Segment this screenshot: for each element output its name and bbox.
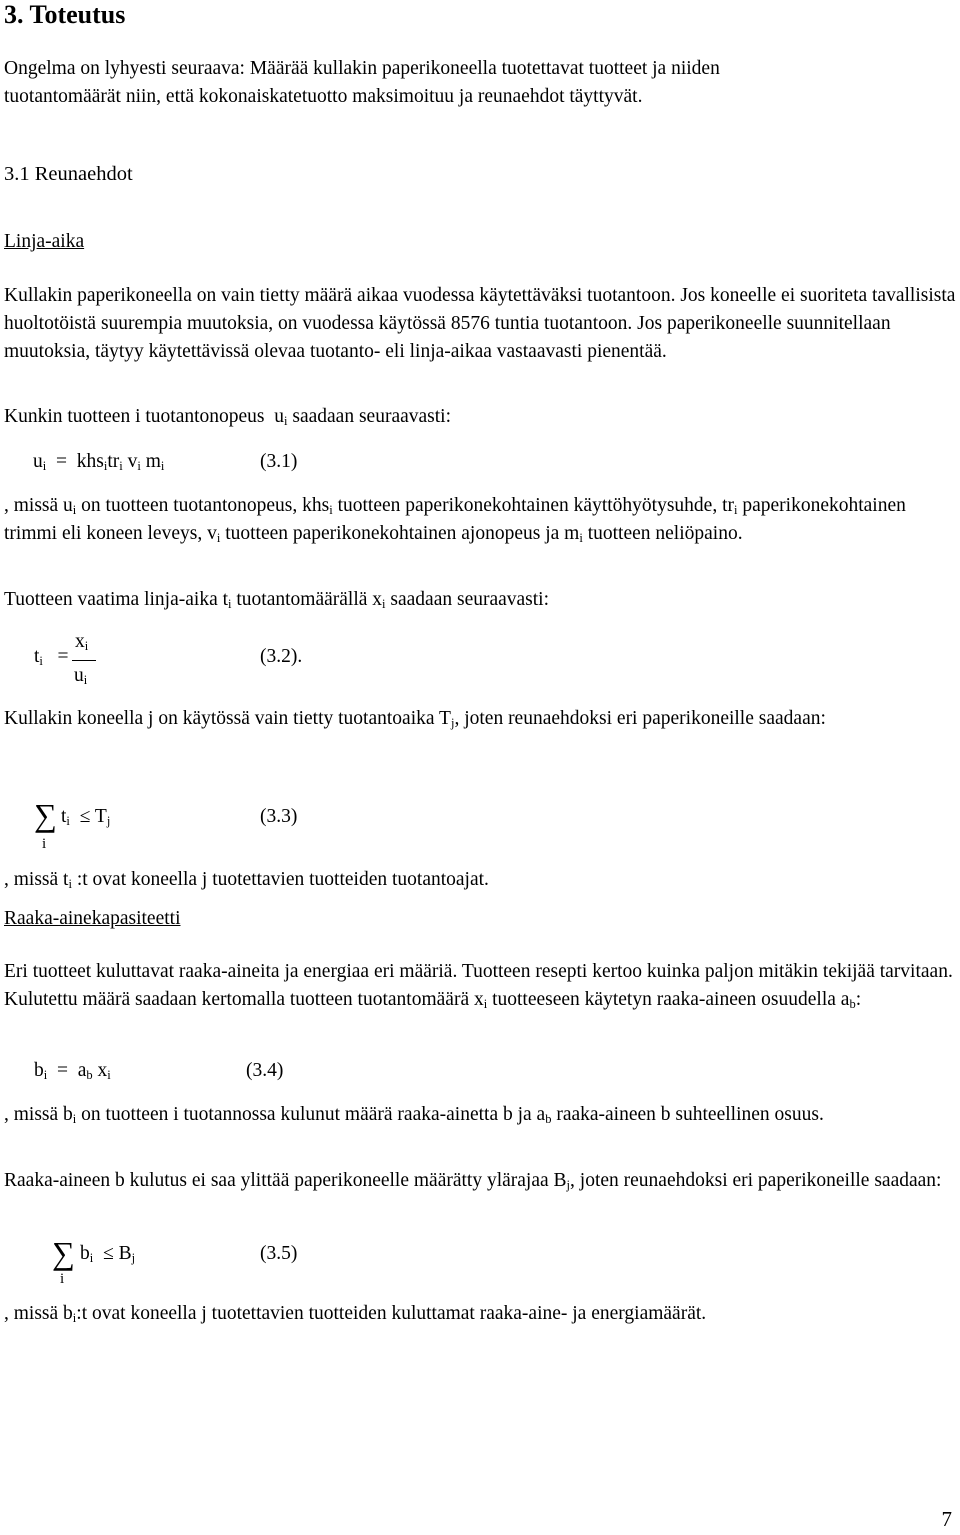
- p5-a-sub: j: [450, 716, 455, 730]
- r-p2-c: raaka-aineen b suhteellinen osuus.: [551, 1104, 824, 1125]
- speed-definitions-paragraph: [4, 492, 956, 548]
- p4-a-sub: i: [228, 597, 232, 611]
- eq3-leq: ≤: [79, 806, 91, 827]
- r-p3-a-sub: j: [566, 1178, 571, 1192]
- equation-3-4-label: (3.4): [246, 1060, 284, 1081]
- speed-var-sub: i: [284, 414, 288, 428]
- consumption-definition: [4, 1300, 956, 1328]
- p3-a: , missä u: [4, 495, 73, 516]
- p6-b: :t ovat koneella j tuotettavien tuotteiden tuotantoajat.: [71, 869, 489, 890]
- equation-3-2-label: (3.2).: [260, 646, 303, 667]
- p3-d: paperikonekohtainen trimmi eli koneen leveys, v: [4, 495, 906, 544]
- p5-b: , joten reunaehdoksi eri paperikoneille saadaan:: [454, 708, 826, 729]
- p5-a: Kullakin koneella j on käytössä vain tietty tuotantoaika T: [4, 708, 451, 729]
- r-p3-b: , joten reunaehdoksi eri paperikoneille saadaan:: [570, 1170, 942, 1191]
- eq5-leq: ≤: [102, 1243, 114, 1264]
- eq2-lhs-sub: i: [39, 654, 43, 668]
- raw-material-paragraph-1: [4, 958, 956, 1014]
- r-p2-b-sub: b: [545, 1112, 552, 1126]
- linja-aika-paragraph-1: Kullakin paperikoneella on vain tietty määrä aikaa vuodessa käytettäväksi tuotantoon. Jos koneelle ei suoriteta tavallisista huoltotöistä suurempia muutoksia, on vuodessa käytössä 8576 tuntia tuotantoon. Jos paperikoneelle suunnitellaan muutoksia, täytyy käytettävissä olevaa tuotanto- eli linja-aikaa vastaavasti pienentää.: [4, 285, 956, 362]
- p4-b-sub: i: [382, 597, 386, 611]
- speed-var: u: [274, 406, 285, 427]
- eq1-tr-sub: i: [119, 459, 123, 473]
- section-title: 3. Toteutus: [4, 0, 126, 29]
- intro-line-1: Ongelma on lyhyesti seuraava: Määrää kullakin paperikoneella tuotettavat tuotteet ja niiden: [4, 58, 720, 79]
- eq3-t: t: [61, 806, 67, 827]
- eq4-x-sub: i: [107, 1068, 111, 1082]
- eq1-lhs: u: [33, 451, 43, 472]
- eq3-sigma: ∑: [34, 797, 57, 833]
- r-p4-b: :t ovat koneella j tuotettavien tuotteiden kuluttamat raaka-aine- ja energiamäärät.: [76, 1303, 707, 1324]
- p3-e: tuotteen paperikonekohtainen ajonopeus ja m: [220, 523, 580, 544]
- eq4-a-sub: b: [86, 1068, 93, 1082]
- linja-aika-heading: Linja-aika: [4, 231, 85, 252]
- eq3-sigma-sub: i: [42, 836, 47, 852]
- eq5-b-sub: i: [89, 1251, 94, 1265]
- speed-intro-end: saadaan seuraavasti:: [292, 406, 452, 427]
- eq5-B-sub: j: [131, 1251, 136, 1265]
- eq2-num: x: [75, 631, 85, 652]
- p4-b: tuotantomäärällä x: [231, 589, 383, 610]
- eq1-m: m: [145, 451, 161, 472]
- eq2-lhs-group: [34, 643, 69, 671]
- eq2-lhs: t: [34, 646, 40, 667]
- p3-c-sub: i: [733, 503, 738, 517]
- eq1-v: v: [127, 451, 138, 472]
- p3-f: tuotteen neliöpaino.: [582, 523, 743, 544]
- eq1-m-sub: i: [160, 459, 165, 473]
- page-number: 7: [941, 1507, 952, 1531]
- eq2-equals: =: [57, 646, 69, 667]
- eq2-den-sub: i: [83, 673, 88, 687]
- eq5-b: b: [80, 1243, 90, 1264]
- p3-b: on tuotteen tuotantonopeus, khs: [76, 495, 330, 516]
- eq5-B: B: [118, 1243, 132, 1264]
- equation-3-1: [33, 448, 164, 476]
- eq2-fraction-bar: [72, 660, 96, 661]
- line-time-intro-paragraph: [4, 586, 956, 614]
- p6-a: , missä t: [4, 869, 69, 890]
- r-p1-a: Eri tuotteet kuluttavat raaka-aineita ja energiaa eri määriä. Tuotteen resepti kertoo kuinka paljon mitäkin tekijää tarvitaan. Kulutettu määrä saadaan kertomalla tuotteen tuotantomäärä x: [4, 961, 953, 1010]
- eq4-lhs: b: [34, 1060, 44, 1081]
- r-p4-a-sub: i: [72, 1311, 77, 1325]
- eq4-equals: =: [56, 1060, 68, 1081]
- eq2-num-sub: i: [84, 639, 89, 653]
- eq5-sigma-sub: i: [60, 1271, 65, 1287]
- eq5-sigma: ∑: [52, 1235, 75, 1271]
- intro-paragraph: [4, 55, 956, 111]
- production-time-paragraph: [4, 705, 956, 733]
- eq3-T-sub: j: [106, 814, 111, 828]
- p3-d-sub: i: [216, 531, 221, 545]
- raw-material-definitions: [4, 1101, 956, 1129]
- equation-3-3-label: (3.3): [260, 806, 298, 827]
- equation-3-5-label: (3.5): [260, 1243, 298, 1264]
- speed-intro-paragraph: [4, 403, 956, 431]
- eq1-v-sub: i: [137, 459, 141, 473]
- subsection-title: 3.1 Reunaehdot: [4, 163, 133, 185]
- p3-c: tuotteen paperikonekohtainen käyttöhyötysuhde, tr: [332, 495, 734, 516]
- r-p1-a-sub: i: [483, 997, 488, 1011]
- eq3-t-sub: i: [66, 814, 70, 828]
- p6-a-sub: i: [68, 877, 72, 891]
- r-p1-b: tuotteeseen käytetyn raaka-aineen osuudella a: [487, 989, 850, 1010]
- r-p2-b: on tuotteen i tuotannossa kulunut määrä raaka-ainetta b ja a: [76, 1104, 546, 1125]
- eq1-equals: =: [55, 451, 67, 472]
- p3-a-sub: i: [72, 503, 77, 517]
- eq1-lhs-sub: i: [42, 459, 47, 473]
- eq2-den: u: [74, 665, 84, 686]
- raw-material-limit-paragraph: [4, 1167, 956, 1195]
- eq3-body: [61, 803, 110, 831]
- r-p2-a: , missä b: [4, 1104, 73, 1125]
- raaka-aine-heading: Raaka-ainekapasiteetti: [4, 908, 181, 929]
- equation-3-4: [34, 1057, 111, 1085]
- eq3-T: T: [94, 806, 107, 827]
- eq4-x: x: [97, 1060, 108, 1081]
- r-p1-b-sub: b: [849, 997, 856, 1011]
- production-times-definition: [4, 866, 956, 894]
- intro-line-2: tuotantomäärät niin, että kokonaiskatetuotto maksimoituu ja reunaehdot täyttyvät.: [4, 86, 643, 107]
- eq4-lhs-sub: i: [43, 1068, 48, 1082]
- eq1-khs-sub: i: [103, 459, 108, 473]
- eq5-body: [80, 1240, 135, 1268]
- speed-intro-text: Kunkin tuotteen i tuotantonopeus: [4, 406, 265, 427]
- eq1-tr: tr: [107, 451, 120, 472]
- p4-a: Tuotteen vaatima linja-aika t: [4, 589, 229, 610]
- r-p4-a: , missä b: [4, 1303, 73, 1324]
- r-p2-a-sub: i: [72, 1112, 77, 1126]
- eq2-denominator: [74, 662, 87, 690]
- eq4-a: a: [77, 1060, 87, 1081]
- r-p1-c: :: [855, 989, 862, 1010]
- p3-b-sub: i: [329, 503, 333, 517]
- eq1-khs: khs: [76, 451, 104, 472]
- r-p3-a: Raaka-aineen b kulutus ei saa ylittää paperikoneelle määrätty ylärajaa B: [4, 1170, 567, 1191]
- p3-e-sub: i: [579, 531, 583, 545]
- p4-c: saadaan seuraavasti:: [385, 589, 550, 610]
- eq2-numerator: [75, 628, 88, 656]
- equation-3-1-label: (3.1): [260, 451, 298, 472]
